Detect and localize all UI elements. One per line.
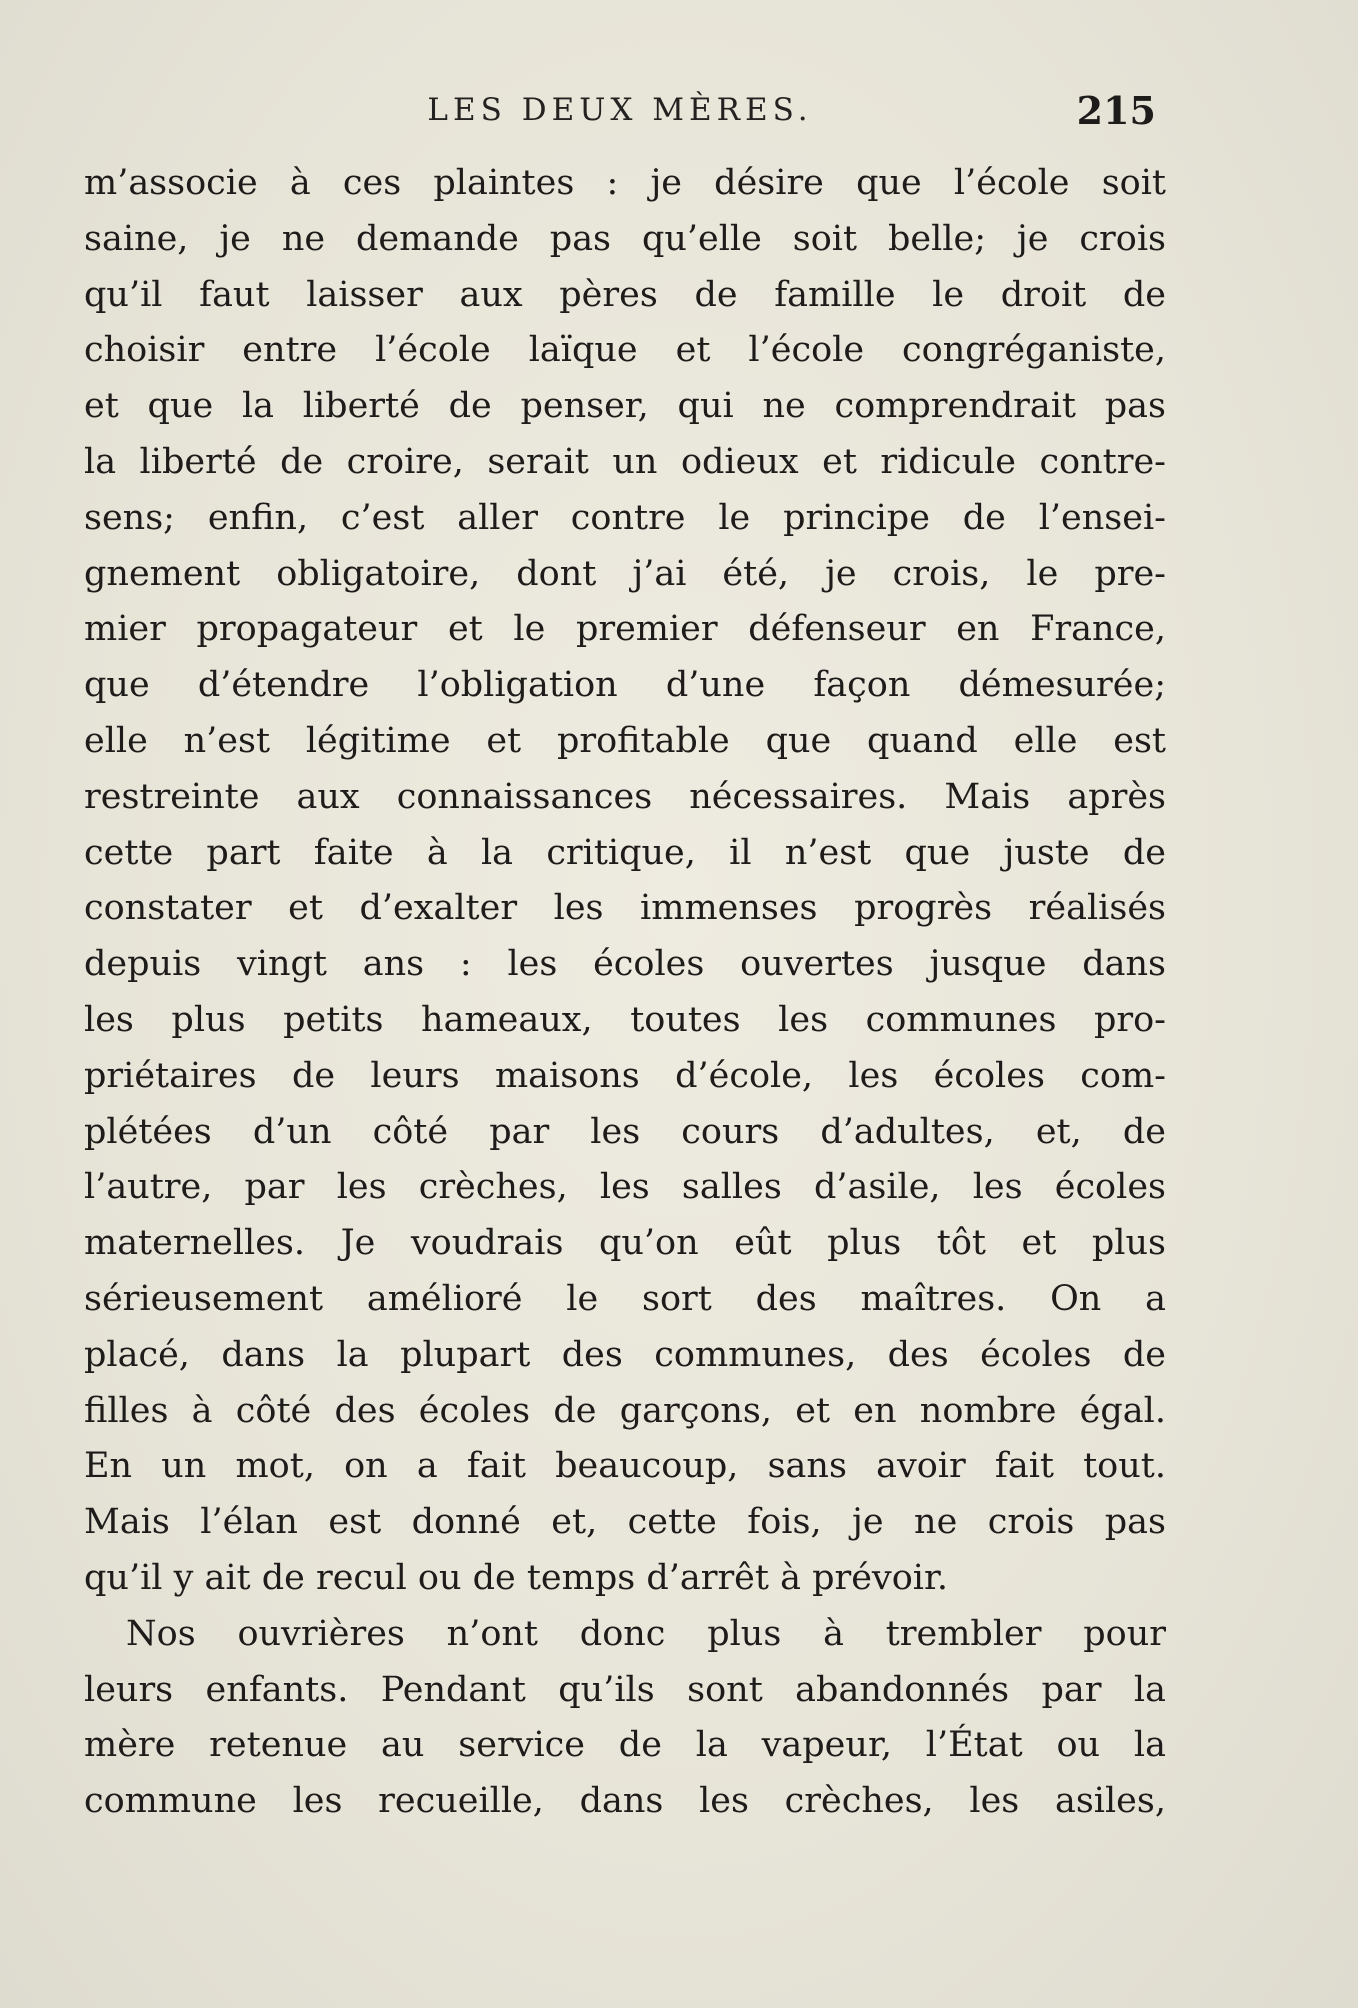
text-line: filles à côté des écoles de garçons, et en nombre égal. <box>84 1390 1166 1431</box>
text-line: constater et d’exalter les immenses progrès réalisés <box>84 888 1166 929</box>
text-line: sens; enfin, c’est aller contre le principe de l’ensei- <box>84 497 1166 538</box>
text-line: choisir entre l’école laïque et l’école congréganiste, <box>84 330 1166 371</box>
text-line: elle n’est légitime et profitable que quand elle est <box>84 720 1166 761</box>
text-line: l’autre, par les crèches, les salles d’asile, les écoles <box>84 1167 1166 1208</box>
text-line: Nos ouvrières n’ont donc plus à trembler pour <box>126 1613 1166 1654</box>
text-line: leurs enfants. Pendant qu’ils sont abandonnés par la <box>84 1669 1166 1710</box>
text-line: la liberté de croire, serait un odieux et ridicule contre- <box>84 441 1166 482</box>
text-line: cette part faite à la critique, il n’est que juste de <box>84 832 1166 873</box>
text-line: et que la liberté de penser, qui ne comprendrait pas <box>84 386 1166 427</box>
text-line: depuis vingt ans : les écoles ouvertes jusque dans <box>84 944 1166 985</box>
text-line: En un mot, on a fait beaucoup, sans avoir fait tout. <box>84 1446 1166 1487</box>
text-line: maternelles. Je voudrais qu’on eût plus tôt et plus <box>84 1223 1166 1264</box>
text-line: que d’étendre l’obligation d’une façon démesurée; <box>84 665 1166 706</box>
paragraph-1 <box>84 156 1166 1607</box>
paragraph-2 <box>84 1607 1166 1830</box>
text-line: m’associe à ces plaintes : je désire que l’école soit <box>84 163 1166 203</box>
text-line: commune les recueille, dans les crèches, les asiles, <box>84 1781 1166 1822</box>
text-line: qu’il faut laisser aux pères de famille le droit de <box>84 274 1166 315</box>
text-line: placé, dans la plupart des communes, des écoles de <box>84 1334 1166 1375</box>
text-line: qu’il y ait de recul ou de temps d’arrêt à prévoir. <box>84 1557 948 1598</box>
text-line: mère retenue au service de la vapeur, l’État ou la <box>84 1725 1166 1766</box>
text-line: mier propagateur et le premier défenseur en France, <box>84 609 1166 650</box>
page-number: 215 <box>1076 88 1156 133</box>
page-header <box>84 88 1156 142</box>
text-line: gnement obligatoire, dont j’ai été, je crois, le pre- <box>84 553 1166 594</box>
text-line: sérieusement amélioré le sort des maîtres. On a <box>84 1278 1166 1319</box>
body-text <box>84 156 1166 1830</box>
text-line: saine, je ne demande pas qu’elle soit belle; je crois <box>84 218 1166 259</box>
running-title: LES DEUX MÈRES. <box>427 92 813 128</box>
text-line: Mais l’élan est donné et, cette fois, je ne crois pas <box>84 1502 1166 1543</box>
text-line: les plus petits hameaux, toutes les communes pro- <box>84 999 1166 1040</box>
text-line: plétées d’un côté par les cours d’adultes, et, de <box>84 1111 1166 1152</box>
text-line: restreinte aux connaissances nécessaires. Mais après <box>84 776 1166 817</box>
text-line: priétaires de leurs maisons d’école, les écoles com- <box>84 1055 1166 1096</box>
